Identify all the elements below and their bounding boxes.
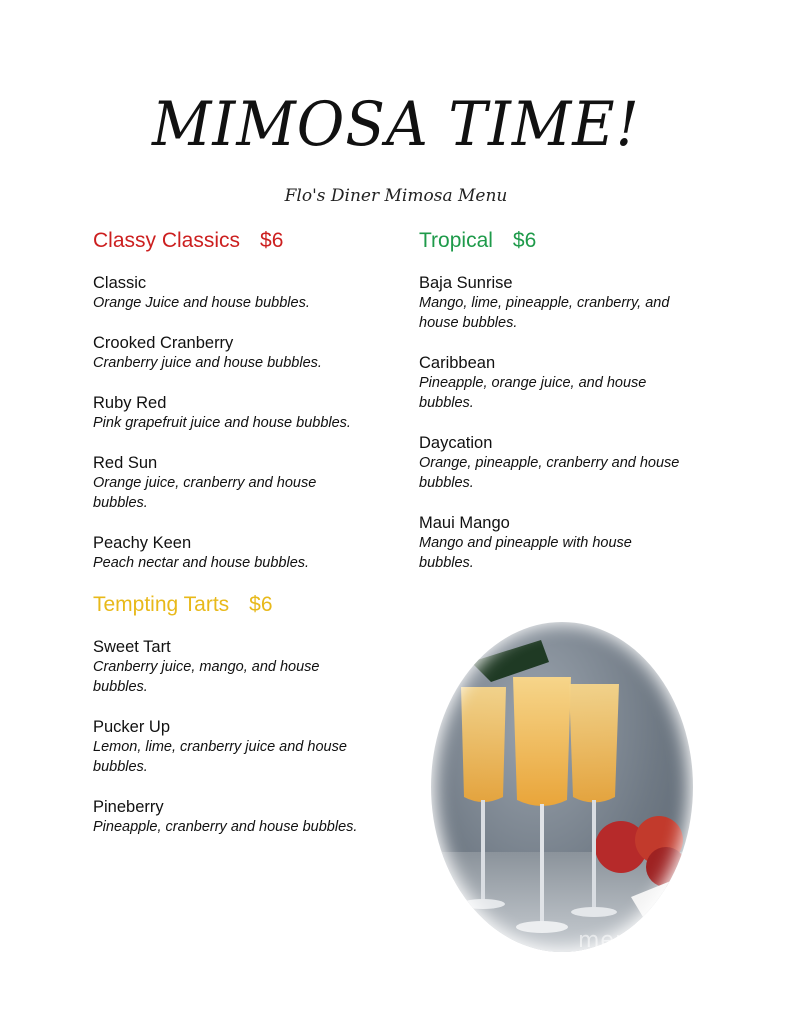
menu-item <box>93 637 403 697</box>
item-description: Mango and pineapple with house bubbles. <box>419 535 632 571</box>
item-name: Maui Mango <box>419 514 510 532</box>
section-header <box>93 229 403 253</box>
section-title: Tempting Tarts <box>93 593 230 616</box>
menu-subtitle: Flo's Diner Mimosa Menu <box>284 186 508 206</box>
item-name: Crooked Cranberry <box>93 334 234 352</box>
item-description: Pineapple, cranberry and house bubbles. <box>93 819 358 835</box>
left-column <box>93 229 403 857</box>
item-name: Baja Sunrise <box>419 274 513 292</box>
right-column <box>419 229 719 593</box>
item-description: Orange juice, cranberry and house bubbles. <box>93 475 317 511</box>
item-name: Classic <box>93 274 147 292</box>
item-description: Cranberry juice, mango, and house bubbles. <box>93 659 320 695</box>
section-price: $6 <box>249 593 273 616</box>
section-price: $6 <box>260 229 284 252</box>
section-classy-classics <box>93 229 403 573</box>
mimosa-photo <box>431 622 693 952</box>
item-name: Sweet Tart <box>93 638 171 656</box>
menu-item <box>419 353 719 413</box>
section-header <box>93 593 403 617</box>
item-description: Orange Juice and house bubbles. <box>93 295 310 311</box>
item-description: Orange, pineapple, cranberry and house bubbles. <box>419 455 680 491</box>
menu-title: MIMOSA TIME! <box>152 88 640 160</box>
section-header <box>419 229 719 253</box>
menu-item <box>93 533 403 573</box>
menu-item <box>93 453 403 513</box>
menu-item <box>419 433 719 493</box>
menu-item <box>419 273 719 333</box>
item-name: Red Sun <box>93 454 158 472</box>
menu-item <box>93 393 403 433</box>
menu-item <box>93 717 403 777</box>
item-name: Pucker Up <box>93 718 171 736</box>
menu-item <box>419 513 719 573</box>
section-tempting-tarts <box>93 593 403 837</box>
item-description: Pink grapefruit juice and house bubbles. <box>93 415 351 431</box>
item-name: Caribbean <box>419 354 496 372</box>
item-description: Pineapple, orange juice, and house bubbles. <box>419 375 647 411</box>
item-description: Cranberry juice and house bubbles. <box>93 355 322 371</box>
item-description: Mango, lime, pineapple, cranberry, and house bubbles. <box>419 295 670 331</box>
section-price: $6 <box>512 229 537 252</box>
section-title: Tropical <box>419 229 493 252</box>
section-tropical <box>419 229 719 573</box>
menu-item <box>93 273 403 313</box>
item-name: Pineberry <box>93 798 164 816</box>
mimosa-glasses-illustration <box>431 622 693 952</box>
section-title: Classy Classics <box>93 229 241 252</box>
menu-item <box>93 797 403 837</box>
item-name: Ruby Red <box>93 394 167 412</box>
item-name: Peachy Keen <box>93 534 192 552</box>
item-name: Daycation <box>419 434 493 452</box>
menu-item <box>93 333 403 373</box>
watermark-text: menupix <box>578 928 681 953</box>
item-description: Lemon, lime, cranberry juice and house bubbles. <box>93 739 347 775</box>
item-description: Peach nectar and house bubbles. <box>93 555 310 571</box>
